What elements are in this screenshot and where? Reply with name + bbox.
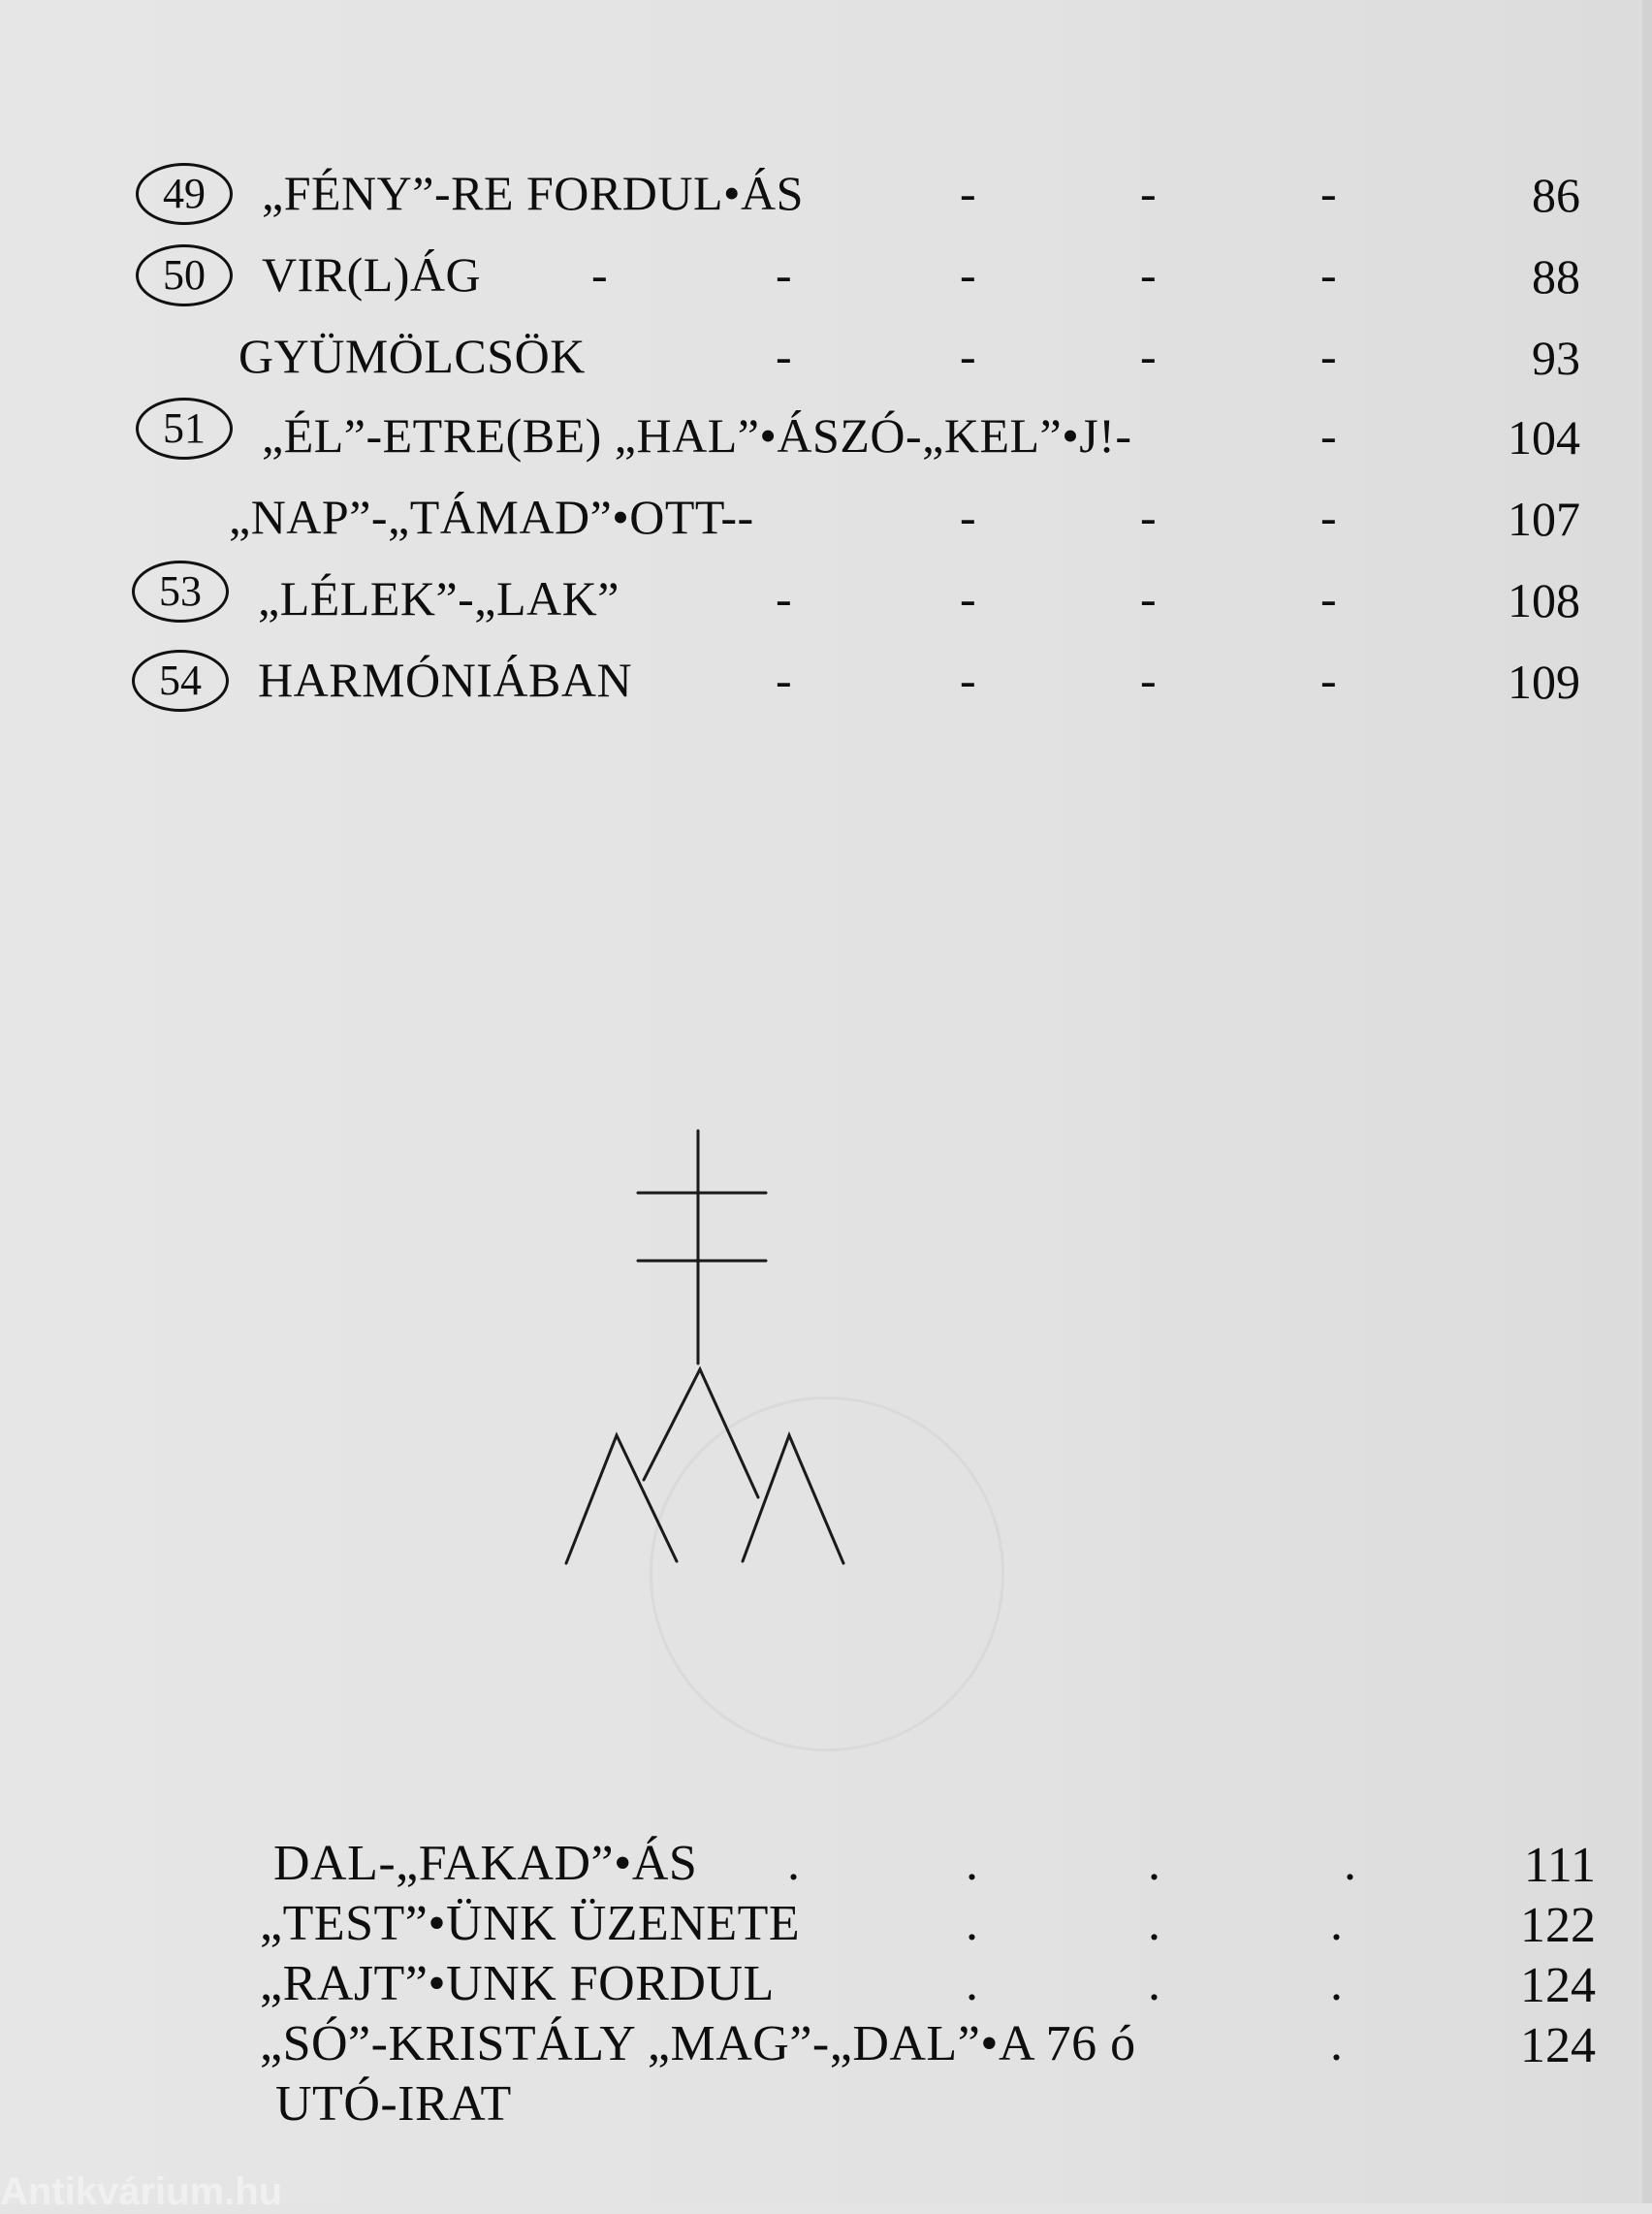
toc-page-number: 111 [1523,1838,1596,1893]
leader-dash: - [1320,571,1337,626]
leader-dash: - [1320,166,1337,220]
leader-dash: - [960,166,976,220]
toc-entry-title: DAL-„FAKAD”•ÁS [273,1836,698,1891]
page-edge [1642,0,1652,2203]
leader-dash: - [1140,571,1157,626]
circled-number: 54 [132,650,229,712]
toc-entry-title: „LÉLEK”-„LAK” [258,571,620,626]
circled-number: 51 [136,398,233,460]
leader-dash: - [776,571,792,626]
toc-entry-title: „SÓ”-KRISTÁLY „MAG”-„DAL”•A 76 ó [260,2016,1136,2071]
leader-dot: . [966,1836,978,1891]
leader-dash: - [960,571,976,626]
leader-dash: - [1140,166,1157,220]
leader-dot: . [966,1956,978,2011]
leader-dash: - [1320,490,1337,544]
toc-page-number: 108 [1508,573,1580,627]
leader-dash: - [1320,329,1337,383]
leader-dash: - [1140,247,1157,302]
leader-dash: - [1140,490,1157,544]
leader-dash: - [1140,653,1157,707]
leader-dash: - [591,247,608,302]
leader-dot: . [787,1836,800,1891]
leader-dot: . [966,1896,978,1951]
toc-entry-title: „NAP”-„TÁMAD”•OTT-- [229,490,754,544]
leader-dot: . [1330,1956,1343,2011]
toc-page-number: 86 [1532,168,1580,222]
leader-dash: - [776,247,792,302]
toc-page-number: 124 [1520,1958,1596,2013]
leader-dash: - [960,653,976,707]
leader-dash: - [1320,408,1337,463]
leader-dash: - [776,329,792,383]
toc-page-number: 109 [1508,655,1580,709]
toc-entry-title: GYÜMÖLCSÖK [238,329,586,383]
toc-page-number: 124 [1520,2018,1596,2073]
circled-number: 49 [136,163,233,225]
circled-number: 50 [136,244,233,306]
circled-number: 53 [132,561,229,623]
toc-entry-title: „TEST”•ÜNK ÜZENETE [260,1896,801,1951]
leader-dot: . [1330,2016,1343,2071]
double-cross-over-three-peaks-icon [543,1115,873,1586]
toc-entry-title: „RAJT”•UNK FORDUL [260,1956,775,2011]
toc-entry-title: „ÉL”-ETRE(BE) „HAL”•ÁSZÓ-„KEL”•J!- [262,408,1132,463]
toc-page-number: 93 [1532,331,1580,385]
toc-entry-title: HARMÓNIÁBAN [258,653,633,707]
toc-entry-title: VIR(L)ÁG [262,247,482,302]
toc-entry-title: UTÓ-IRAT [275,2076,512,2132]
leader-dot: . [1148,1836,1160,1891]
leader-dash: - [960,490,976,544]
toc-page-number: 104 [1508,410,1580,465]
watermark: Antikvárium.hu [0,2170,283,2213]
toc-page-number: 107 [1508,492,1580,546]
toc-page-number: 88 [1532,249,1580,304]
leader-dash: - [960,329,976,383]
leader-dot: . [1148,1956,1160,2011]
leader-dot: . [1148,1896,1160,1951]
toc-page-number: 122 [1520,1898,1596,1953]
leader-dot: . [1330,1896,1343,1951]
leader-dash: - [960,247,976,302]
leader-dash: - [1140,329,1157,383]
leader-dash: - [1320,247,1337,302]
toc-entry-title: „FÉNY”-RE FORDUL•ÁS [262,166,804,220]
leader-dash: - [776,653,792,707]
leader-dot: . [1344,1836,1356,1891]
leader-dash: - [1320,653,1337,707]
